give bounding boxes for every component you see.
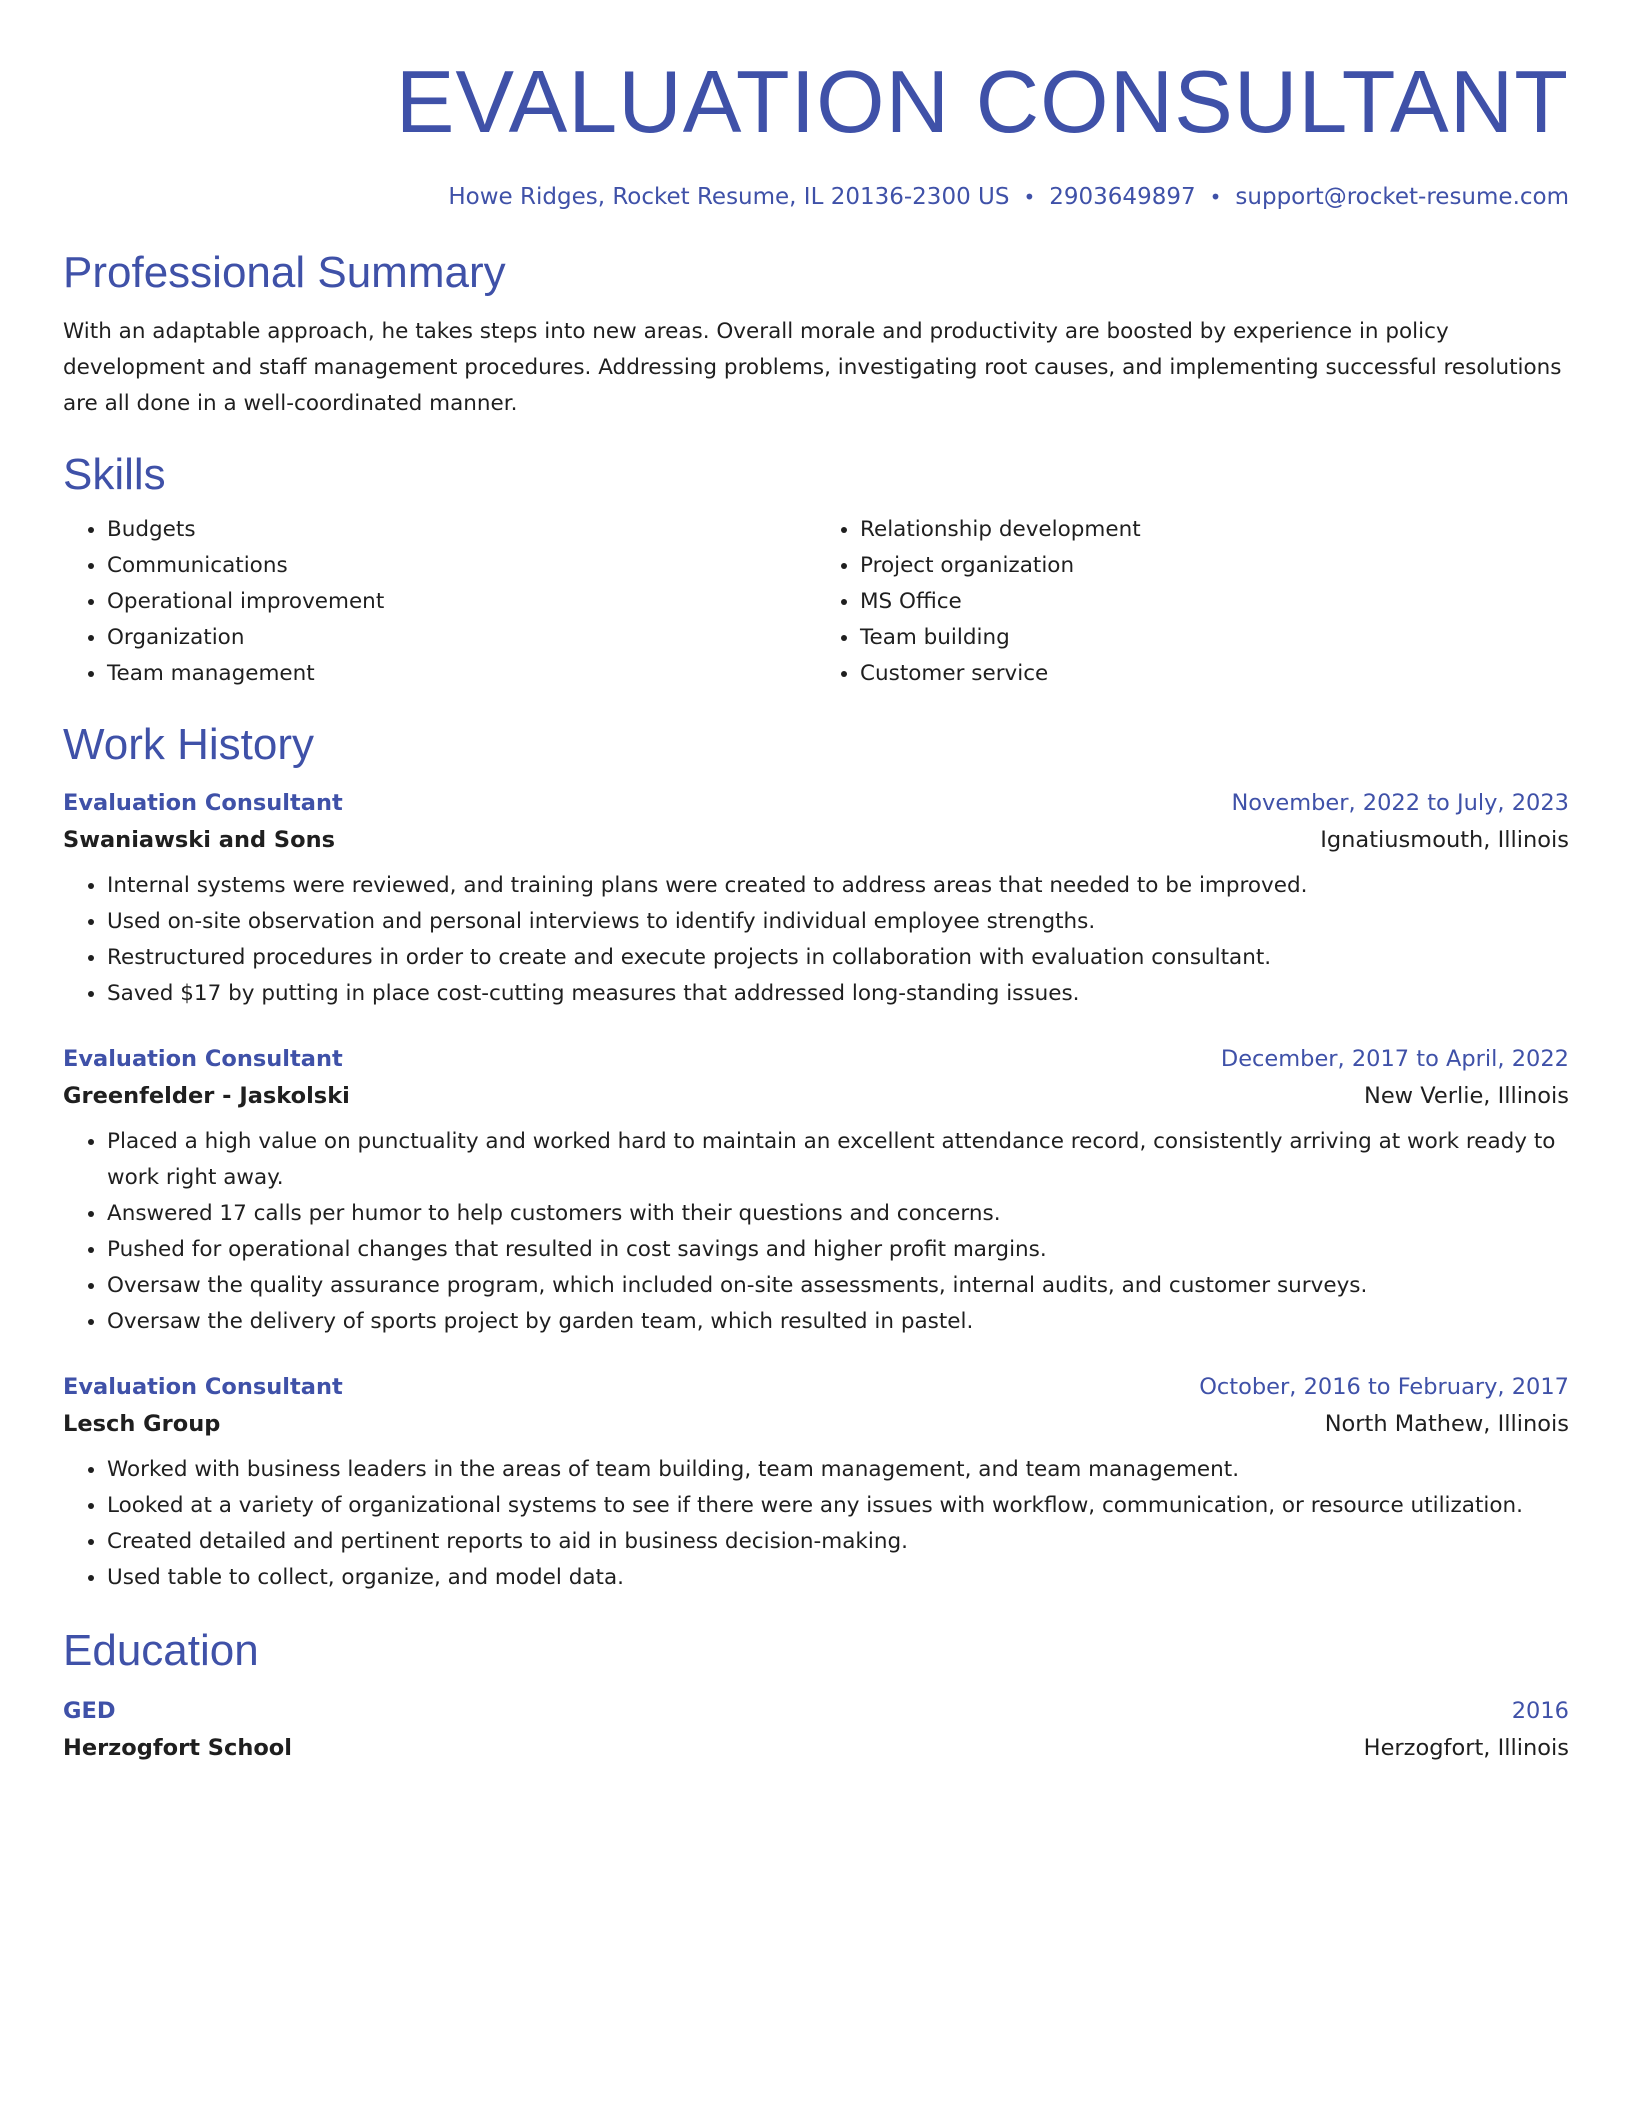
skill-item: • Team management — [107, 656, 816, 692]
job-bullet: • Saved $17 by putting in place cost-cutting measures that addressed long-standing issues. — [107, 976, 1569, 1012]
skill-item: • Relationship development — [860, 512, 1569, 548]
job-header-row — [63, 786, 1569, 820]
job-company-row — [63, 1404, 1569, 1444]
job-bullet: • Restructured procedures in order to create and execute projects in collaboration with evaluation consultant. — [107, 940, 1569, 976]
job-company-row — [63, 820, 1569, 860]
job-bullet: • Worked with business leaders in the areas of team building, team management, and team management. — [107, 1452, 1569, 1488]
skill-item: • Team building — [860, 620, 1569, 656]
section-title-education: Education — [63, 1626, 259, 1675]
job-bullet: • Oversaw the quality assurance program, which included on-site assessments, internal audits, and customer surveys. — [107, 1268, 1569, 1304]
job-company-row — [63, 1076, 1569, 1116]
skill-item: • Operational improvement — [107, 584, 816, 620]
skills-list-left — [63, 512, 816, 692]
contact-address: Howe Ridges, Rocket Resume, IL 20136-2300 US — [448, 184, 1010, 210]
section-title-skills: Skills — [63, 450, 166, 499]
job-location: New Verlie, Illinois — [1363, 1083, 1569, 1109]
education-entry — [63, 1694, 1569, 1768]
skills-section — [63, 450, 1569, 692]
job-entry — [63, 786, 1569, 1012]
job-location: Ignatiusmouth, Illinois — [1320, 827, 1569, 853]
contact-email[interactable]: support@rocket-resume.com — [1235, 184, 1569, 210]
job-company: Swaniawski and Sons — [63, 827, 335, 853]
contact-separator: • — [1023, 185, 1036, 209]
skills-grid — [63, 512, 1569, 692]
resume-header — [63, 52, 1569, 212]
education-year: 2016 — [1511, 1698, 1569, 1724]
job-bullets — [63, 868, 1569, 1012]
section-title-work: Work History — [63, 720, 314, 769]
job-bullet: • Answered 17 calls per humor to help customers with their questions and concerns. — [107, 1196, 1569, 1232]
job-dates: November, 2022 to July, 2023 — [1231, 790, 1569, 816]
education-school: Herzogfort School — [63, 1735, 292, 1761]
summary-text: With an adaptable approach, he takes steps into new areas. Overall morale and productivity are boosted by experience in policy development and staff management procedures. Addressing problems, investigating root causes, and implementing successful resolutions are all done in a well-coordinated manner. — [63, 319, 1562, 416]
job-bullet: • Looked at a variety of organizational systems to see if there were any issues with workflow, communication, or resource utilization. — [107, 1488, 1569, 1524]
work-history-section — [63, 720, 1569, 1596]
contact-separator: • — [1209, 185, 1222, 209]
job-bullet: • Used table to collect, organize, and model data. — [107, 1560, 1569, 1596]
job-bullet: • Created detailed and pertinent reports to aid in business decision-making. — [107, 1524, 1569, 1560]
education-location: Herzogfort, Illinois — [1363, 1735, 1569, 1761]
candidate-name: EVALUATION CONSULTANT — [395, 52, 1569, 151]
job-bullet: • Oversaw the delivery of sports project by garden team, which resulted in pastel. — [107, 1304, 1569, 1340]
skill-item: • Project organization — [860, 548, 1569, 584]
job-location: North Mathew, Illinois — [1324, 1411, 1569, 1437]
education-degree: GED — [63, 1698, 116, 1724]
job-bullet: • Used on-site observation and personal interviews to identify individual employee strengths. — [107, 904, 1569, 940]
education-school-row — [63, 1728, 1569, 1768]
job-entry — [63, 1042, 1569, 1340]
skill-item: • MS Office — [860, 584, 1569, 620]
contact-line — [63, 182, 1569, 212]
job-bullet: • Placed a high value on punctuality and worked hard to maintain an excellent attendance record, consistently arriving at work ready to work right away. — [107, 1124, 1569, 1196]
job-dates: December, 2017 to April, 2022 — [1220, 1046, 1569, 1072]
job-company: Lesch Group — [63, 1411, 221, 1437]
job-title: Evaluation Consultant — [63, 1374, 343, 1400]
skill-item: • Organization — [107, 620, 816, 656]
skill-item: • Communications — [107, 548, 816, 584]
summary-section — [63, 248, 1569, 422]
job-title: Evaluation Consultant — [63, 1046, 343, 1072]
skill-item: • Budgets — [107, 512, 816, 548]
education-section — [63, 1626, 1569, 1768]
job-company: Greenfelder - Jaskolski — [63, 1083, 350, 1109]
job-entry — [63, 1370, 1569, 1596]
job-header-row — [63, 1042, 1569, 1076]
contact-phone: 2903649897 — [1049, 184, 1196, 210]
job-bullets — [63, 1452, 1569, 1596]
job-header-row — [63, 1370, 1569, 1404]
education-header-row — [63, 1694, 1569, 1728]
job-dates: October, 2016 to February, 2017 — [1199, 1374, 1569, 1400]
skill-item: • Customer service — [860, 656, 1569, 692]
section-title-summary: Professional Summary — [63, 248, 506, 297]
skills-list-right — [816, 512, 1569, 692]
job-bullets — [63, 1124, 1569, 1340]
job-bullet: • Pushed for operational changes that resulted in cost savings and higher profit margins. — [107, 1232, 1569, 1268]
job-bullet: • Internal systems were reviewed, and training plans were created to address areas that needed to be improved. — [107, 868, 1569, 904]
job-title: Evaluation Consultant — [63, 790, 343, 816]
